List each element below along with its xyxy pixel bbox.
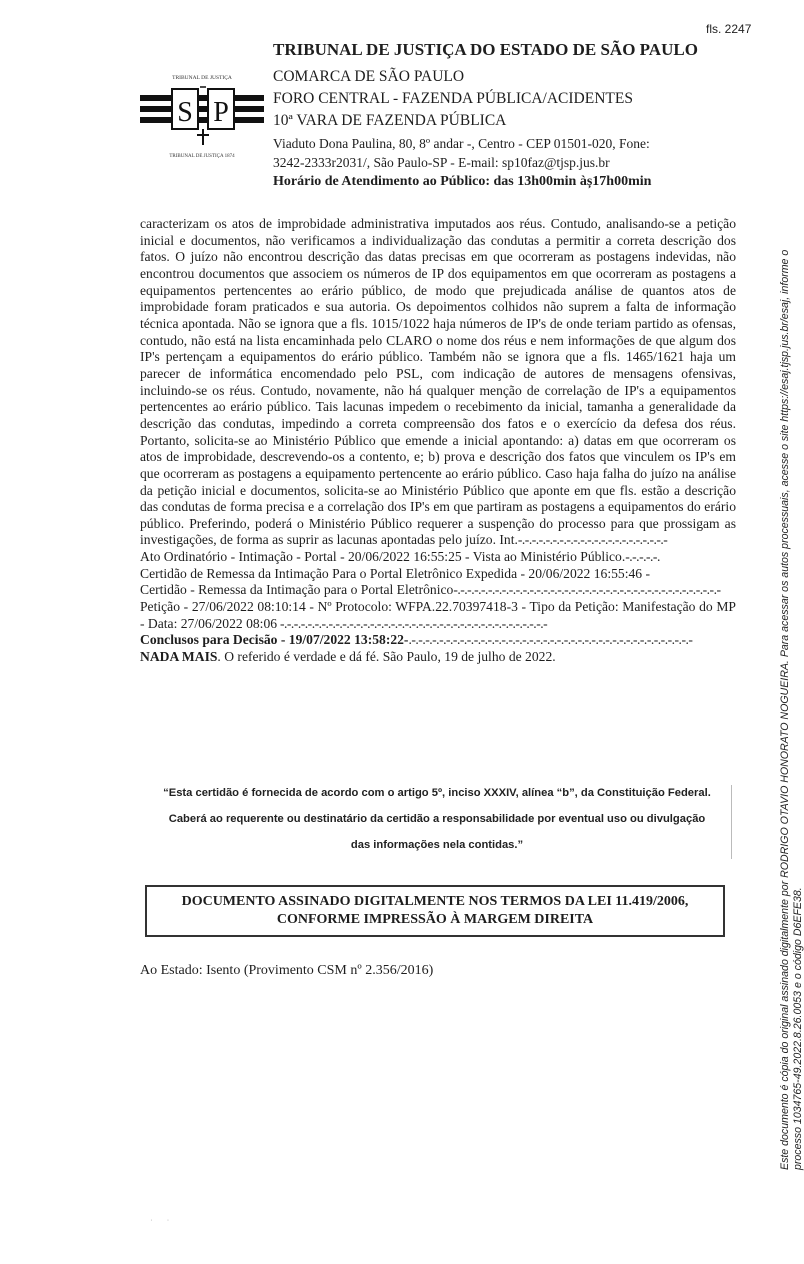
entry-certidao-2-trail: -.-.-.-.-.-.-.-.-.-.-.-.-.-.-.-.-.-.-.-.-.-.-.-.-.-.-.-.-.-.-.-.-.-.-.-.-.-.-	[453, 582, 721, 598]
closing-text: . O referido é verdade e dá fé. São Paulo, 19 de julho de 2022.	[217, 649, 556, 665]
logo-letter-s: S	[177, 97, 193, 128]
entry-peticao-text: Petição - 27/06/2022 08:10:14 - Nº Protocolo: WFPA.22.70397418-3 - Tipo da Petição: Manifestação do MP - Data: 27/06/2022 08:06	[140, 599, 736, 631]
certidao-body	[140, 216, 736, 666]
constitution-notice	[143, 780, 731, 858]
scan-specks: ˙ ˙	[150, 1218, 170, 1227]
logo-bottom-text: TRIBUNAL DE JUSTIÇA 1874	[169, 154, 235, 159]
entry-ato-ordinatorio	[140, 549, 736, 566]
office-hours: Horário de Atendimento ao Público: das 13h00min àș17h00min	[273, 174, 652, 189]
signed-line-2: CONFORME IMPRESSÃO À MARGEM DIREITA	[276, 912, 594, 927]
address-line-1: Viaduto Dona Paulina, 80, 8º andar -, Centro - CEP 01501-020, Fone:	[273, 136, 650, 151]
main-paragraph	[140, 216, 736, 549]
conclusos-text: Conclusos para Decisão - 19/07/2022 13:58:22-	[140, 632, 409, 648]
entry-conclusos	[140, 632, 736, 649]
entry-peticao	[140, 599, 736, 632]
court-name: TRIBUNAL DE JUSTIÇA DO ESTADO DE SÃO PAULO	[273, 40, 698, 59]
court-header	[140, 40, 740, 200]
vara: 10ª VARA DE FAZENDA PÚBLICA	[273, 112, 507, 129]
logo-top-text: TRIBUNAL DE JUSTIÇA	[172, 75, 232, 81]
nada-mais: NADA MAIS	[140, 649, 218, 665]
logo-letter-p: P	[213, 97, 229, 128]
entry-peticao-trail: -.-.-.-.-.-.-.-.-.-.-.-.-.-.-.-.-.-.-.-.-.-.-.-.-.-.-.-.-.-.-.-.-.-.-.-.-.-.-	[277, 615, 548, 631]
entry-ato-trail: -.-.-.-.-.	[625, 549, 660, 565]
page-number: fls. 2247	[706, 22, 752, 36]
entry-ato-text: Ato Ordinatório - Intimação - Portal - 20/06/2022 16:55:25 - Vista ao Ministério Público.	[140, 549, 626, 565]
notice-line-1: “Esta certidão é fornecida de acordo com o artigo 5º, inciso XXXIV, alínea “b”, da Constituição Federal.	[163, 787, 711, 799]
paragraph-trail: -.-.-.-.-.-.-.-.-.-.-.-.-.-.-.-.-.-.-.-.-.-	[517, 532, 668, 548]
side-note-line-1: Este documento é cópia do original assinado digitalmente por RODRIGO OTAVIO HONORATO NOGUEIRA. Para acessar os autos processuais, acesse o site https://esaj.tjsp.jus.br/esaj, informe o	[779, 249, 791, 1170]
notice-side-rule	[731, 785, 732, 859]
entry-certidao-1: Certidão de Remessa da Intimação Para o Portal Eletrônico Expedida - 20/06/2022 16:55:46 -	[140, 565, 651, 581]
fees-note: Ao Estado: Isento (Provimento CSM nº 2.356/2016)	[140, 963, 434, 978]
conclusos-trail: .-.-.-.-.-.-.-.-.-.-.-.-.-.-.-.-.-.-.-.-.-.-.-.-.-.-.-.-.-.-.-.-.-.-.-.-.-.-.-.-.-	[408, 632, 693, 648]
notice-line-3: das informações nela contidas.”	[350, 839, 524, 851]
main-paragraph-text: caracterizam os atos de improbidade administrativa imputados aos réus. Contudo, analisando-se a petição inicial e documentos, não verificamos a individualização das condutas a permitir a correta descrição dos fatos. O juízo não encontrou descrição das datas precisas em que ocorreram as postagens indevidas, não encontrou documentos que associem os números de IP dos equipamentos em que ocorreram as postagens a equipamentos pertencentes ao erário público, de modo que prejudicada análise de quantos atos de improbidade foram praticados e sua autoria. Os depoimentos colhidos não suprem a falta de informação técnica apontada. Não se ignora que a fls. 1015/1022 haja números de IP's de onde teriam partido as ofensas, contudo, não está na lista encaminhada pelo CLARO o nome dos réus e nem informações de que algum dos IP's pertençam a equipamentos do erário público. Também não se ignora que a fls. 1465/1621 haja um parecer de informática encomendado pelo PSL, com indicação de autores de mensagens ofensivas, incluindo-se os réus. Contudo, novamente, não há qualquer menção de correlação de IP's a equipamentos pertencentes ao erário público. Tais lacunas impedem o recebimento da inicial, tamanha a generalidade da descrição das condutas, impedindo a correta compreensão dos fatos e o exercício da defesa dos réus. Portanto, solicita-se ao Ministério Público que emende a inicial apontando: a) datas em que ocorreram os atos de improbidade, descrevendo-os a contento, e; b) prova e descrição dos fatos que vinculem os IP's em que ocorreram as postagens a equipamento pertencente ao erário público. Caso haja falha do juízo na análise da petição inicial e documentos, solicita-se ao Ministério Público que aponte em que fls. estão a descrição das condutas de forma precisa e a correlação dos IP's em que partiram as postagens a equipamentos do erário público. Preferindo, poderá o Ministério Público requerer a suspenção do processo para que prossigam as investigações, de forma as suprir as lacunas apontadas pelo juízo. Int.	[140, 216, 736, 548]
foro: FORO CENTRAL - FAZENDA PÚBLICA/ACIDENTES	[273, 90, 633, 107]
notice-line-2: Caberá ao requerente ou destinatário da certidão a responsabilidade por eventual uso ou divulgação	[168, 813, 706, 825]
comarca: COMARCA DE SÃO PAULO	[273, 68, 465, 85]
digital-signature-margin-note	[779, 250, 804, 1170]
address-line-2: 3242-2333r2031/, São Paulo-SP - E-mail: sp10faz@tjsp.jus.br	[273, 155, 610, 170]
entry-certidao-2-text: Certidão - Remessa da Intimação para o Portal Eletrônico	[140, 582, 454, 598]
court-logo	[140, 73, 264, 165]
signed-line-1: DOCUMENTO ASSINADO DIGITALMENTE NOS TERMOS DA LEI 11.419/2006,	[181, 894, 689, 909]
digital-signature-box	[145, 885, 725, 937]
side-note-line-2: processo 1034765-49.2022.8.26.0053 e o código D6EFE38.	[791, 887, 804, 1170]
closing-line	[140, 649, 736, 666]
entry-certidao-2	[140, 582, 736, 599]
